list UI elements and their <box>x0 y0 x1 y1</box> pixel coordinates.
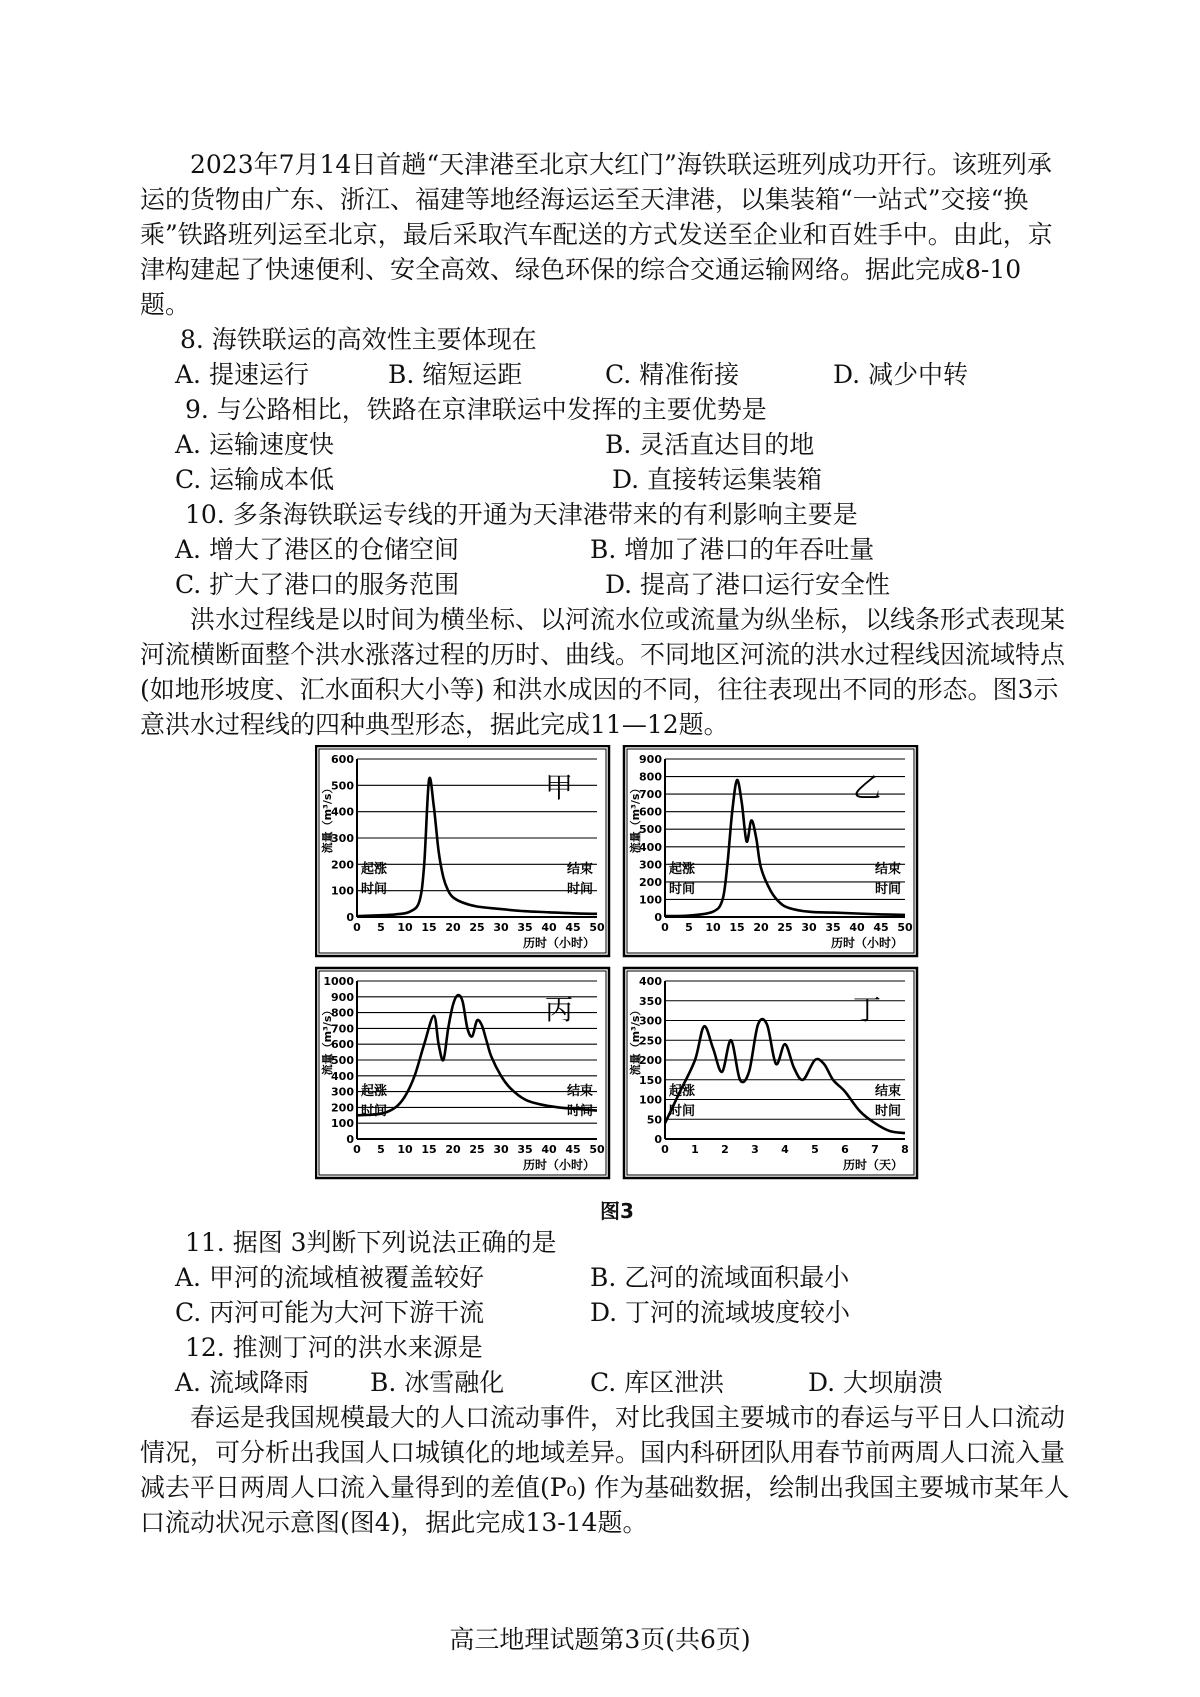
y-tick-label: 200 <box>331 1101 354 1115</box>
y-tick-label: 0 <box>654 1133 662 1146</box>
x-tick-label: 0 <box>353 921 361 934</box>
end-label: 时间 <box>874 1104 901 1119</box>
start-label: 时间 <box>361 882 388 897</box>
x-tick-label: 35 <box>517 921 533 934</box>
end-label: 时间 <box>874 882 901 897</box>
y-tick-label: 250 <box>639 1034 662 1048</box>
x-tick-label: 20 <box>445 1143 461 1156</box>
x-tick-label: 30 <box>493 1143 509 1156</box>
y-tick-label: 100 <box>639 1093 662 1107</box>
x-tick-label: 7 <box>871 1143 879 1156</box>
x-tick-label: 50 <box>897 921 913 934</box>
y-tick-label: 300 <box>639 858 662 872</box>
q9-stem: 9. 与公路相比，铁路在京津联运中发挥的主要优势是 <box>185 395 767 424</box>
y-tick-label: 700 <box>639 788 662 802</box>
q9-option-c: C. 运输成本低 <box>175 465 335 494</box>
y-tick-label: 800 <box>639 770 662 784</box>
x-axis-label: 历时（小时） <box>522 1158 595 1172</box>
y-tick-label: 600 <box>639 805 662 819</box>
start-label: 时间 <box>669 1104 696 1119</box>
y-tick-label: 400 <box>331 805 354 819</box>
x-tick-label: 10 <box>397 921 413 934</box>
x-tick-label: 15 <box>421 921 437 934</box>
x-tick-label: 40 <box>541 1143 557 1156</box>
panel-label: 丙 <box>545 993 574 1026</box>
x-tick-label: 0 <box>353 1143 361 1156</box>
y-tick-label: 400 <box>639 975 662 988</box>
start-label: 起涨 <box>669 1084 696 1099</box>
y-tick-label: 0 <box>654 911 662 924</box>
end-label: 结束 <box>566 1084 593 1099</box>
x-tick-label: 5 <box>377 921 385 934</box>
x-tick-label: 35 <box>825 921 841 934</box>
y-tick-label: 900 <box>639 753 662 766</box>
panel-label: 甲 <box>545 771 574 804</box>
y-tick-label: 200 <box>639 1054 662 1067</box>
panel-label: 丁 <box>853 993 882 1026</box>
panel-label: 乙 <box>853 771 882 804</box>
x-tick-label: 1 <box>691 1143 699 1156</box>
figure-caption: 图3 <box>600 1199 634 1223</box>
x-tick-label: 40 <box>849 921 865 934</box>
q8-option-a: A. 提速运行 <box>175 360 309 389</box>
x-tick-label: 4 <box>781 1143 789 1156</box>
y-tick-label: 100 <box>331 1117 354 1131</box>
q12-option-c: C. 库区泄洪 <box>590 1368 725 1397</box>
x-tick-label: 30 <box>493 921 509 934</box>
x-tick-label: 10 <box>705 921 721 934</box>
q11-stem: 11. 据图 3判断下列说法正确的是 <box>185 1228 557 1257</box>
y-tick-label: 900 <box>331 990 354 1004</box>
x-tick-label: 10 <box>397 1143 413 1156</box>
q8-option-d: D. 减少中转 <box>833 360 969 389</box>
q10-option-c: C. 扩大了港口的服务范围 <box>175 570 460 599</box>
y-tick-label: 1000 <box>323 975 354 988</box>
start-label: 时间 <box>361 1104 388 1119</box>
x-tick-label: 20 <box>753 921 769 934</box>
y-tick-label: 100 <box>639 893 662 907</box>
y-axis-label: 流量（m³/s） <box>321 782 334 854</box>
hydrograph-line <box>665 1019 905 1133</box>
figure-3-hydrographs <box>315 745 920 1190</box>
x-axis-label: 历时（小时） <box>522 936 595 950</box>
y-axis-label: 流量（m³/s） <box>321 1004 334 1076</box>
q8-stem: 8. 海铁联运的高效性主要体现在 <box>180 325 537 354</box>
x-tick-label: 50 <box>589 1143 605 1156</box>
end-label: 结束 <box>874 862 901 877</box>
y-tick-label: 300 <box>331 1085 354 1099</box>
x-tick-label: 15 <box>421 1143 437 1156</box>
hydrograph-panel-1 <box>316 746 609 956</box>
y-tick-label: 350 <box>639 994 662 1008</box>
x-tick-label: 45 <box>565 1143 581 1156</box>
q12-stem: 12. 推测丁河的洪水来源是 <box>185 1333 483 1362</box>
passage-intro-2: 洪水过程线是以时间为横坐标、以河流水位或流量为纵坐标，以线条形式表现某河流横断面整个洪水涨落过程的历时、曲线。不同地区河流的洪水过程线因流域特点(如地形坡度、汇水面积大小等) 和洪水成因的不同，往往表现出不同的形态。图3示意洪水过程线的四种典型形态，据此完成11—12题。 <box>140 605 1066 739</box>
q10-option-a: A. 增大了港区的仓储空间 <box>175 535 459 564</box>
x-tick-label: 5 <box>811 1143 819 1156</box>
q9-option-d: D. 直接转运集装箱 <box>612 465 823 494</box>
start-label: 起涨 <box>669 862 696 877</box>
y-tick-label: 0 <box>346 911 354 924</box>
y-tick-label: 500 <box>639 823 662 837</box>
y-tick-label: 800 <box>331 1006 354 1020</box>
start-label: 起涨 <box>361 1084 388 1099</box>
x-tick-label: 35 <box>517 1143 533 1156</box>
end-label: 时间 <box>566 1104 593 1119</box>
q11-option-c: C. 丙河可能为大河下游干流 <box>175 1298 485 1327</box>
q11-option-a: A. 甲河的流域植被覆盖较好 <box>175 1263 484 1292</box>
q11-option-d: D. 丁河的流域坡度较小 <box>590 1298 851 1327</box>
q10-stem: 10. 多条海铁联运专线的开通为天津港带来的有利影响主要是 <box>185 500 858 529</box>
x-tick-label: 25 <box>469 1143 485 1156</box>
x-tick-label: 15 <box>729 921 745 934</box>
y-axis-label: 流量（m³/s） <box>629 1004 642 1076</box>
x-tick-label: 25 <box>777 921 793 934</box>
x-tick-label: 45 <box>565 921 581 934</box>
y-tick-label: 500 <box>331 779 354 793</box>
y-tick-label: 400 <box>331 1069 354 1083</box>
q12-option-d: D. 大坝崩溃 <box>808 1368 944 1397</box>
q12-option-a: A. 流域降雨 <box>175 1368 309 1397</box>
x-tick-label: 6 <box>841 1143 849 1156</box>
q12-option-b: B. 冰雪融化 <box>370 1368 505 1397</box>
q10-option-d: D. 提高了港口运行安全性 <box>605 570 891 599</box>
hydrograph-panel-4 <box>624 968 917 1178</box>
x-tick-label: 5 <box>685 921 693 934</box>
page-footer: 高三地理试题第3页(共6页) <box>449 1625 751 1654</box>
x-tick-label: 2 <box>721 1143 729 1156</box>
y-tick-label: 200 <box>639 875 662 889</box>
y-tick-label: 300 <box>331 832 354 845</box>
q11-option-b: B. 乙河的流域面积最小 <box>590 1263 850 1292</box>
y-tick-label: 600 <box>331 753 354 766</box>
y-tick-label: 0 <box>346 1133 354 1146</box>
q9-option-b: B. 灵活直达目的地 <box>605 430 815 459</box>
end-label: 时间 <box>566 882 593 897</box>
q8-option-b: B. 缩短运距 <box>388 360 523 389</box>
x-tick-label: 5 <box>377 1143 385 1156</box>
y-tick-label: 300 <box>639 1014 662 1028</box>
q8-option-c: C. 精准衔接 <box>605 360 740 389</box>
hydrograph-panel-2 <box>624 746 917 956</box>
x-tick-label: 0 <box>661 921 669 934</box>
end-label: 结束 <box>874 1084 901 1099</box>
passage-intro-3: 春运是我国规模最大的人口流动事件，对比我国主要城市的春运与平日人口流动情况，可分析出我国人口城镇化的地域差异。国内科研团队用春节前两周人口流入量减去平日两周人口流入量得到的差值(P₀) 作为基础数据，绘制出我国主要城市某年人口流动状况示意图(图4)，据此完成13-14题。 <box>140 1403 1070 1537</box>
end-label: 结束 <box>566 862 593 877</box>
y-axis-label: 流量（m³/s） <box>629 782 642 854</box>
y-tick-label: 200 <box>331 858 354 872</box>
x-tick-label: 45 <box>873 921 889 934</box>
q9-option-a: A. 运输速度快 <box>175 430 334 459</box>
x-tick-label: 8 <box>901 1143 909 1156</box>
x-tick-label: 30 <box>801 921 817 934</box>
x-tick-label: 20 <box>445 921 461 934</box>
x-tick-label: 25 <box>469 921 485 934</box>
x-axis-label: 历时（天） <box>842 1158 903 1172</box>
start-label: 时间 <box>669 882 696 897</box>
start-label: 起涨 <box>361 862 388 877</box>
x-tick-label: 40 <box>541 921 557 934</box>
y-tick-label: 700 <box>331 1022 354 1036</box>
x-tick-label: 3 <box>751 1143 759 1156</box>
y-tick-label: 400 <box>639 840 662 854</box>
y-tick-label: 500 <box>331 1054 354 1067</box>
q10-option-b: B. 增加了港口的年吞吐量 <box>590 535 875 564</box>
y-tick-label: 600 <box>331 1038 354 1052</box>
x-tick-label: 0 <box>661 1143 669 1156</box>
y-tick-label: 100 <box>331 884 354 898</box>
x-axis-label: 历时（小时） <box>830 936 903 950</box>
x-tick-label: 50 <box>589 921 605 934</box>
hydrograph-panel-3 <box>316 968 609 1178</box>
y-tick-label: 50 <box>646 1113 662 1127</box>
y-tick-label: 150 <box>639 1073 662 1087</box>
passage-intro-1: 2023年7月14日首趟“天津港至北京大红门”海铁联运班列成功开行。该班列承运的货物由广东、浙江、福建等地经海运运至天津港，以集装箱“一站式”交接“换乘”铁路班列运至北京，最后采取汽车配送的方式发送至企业和百姓手中。由此，京津构建起了快速便利、安全高效、绿色环保的综合交通运输网络。据此完成8-10题。 <box>140 150 1053 319</box>
